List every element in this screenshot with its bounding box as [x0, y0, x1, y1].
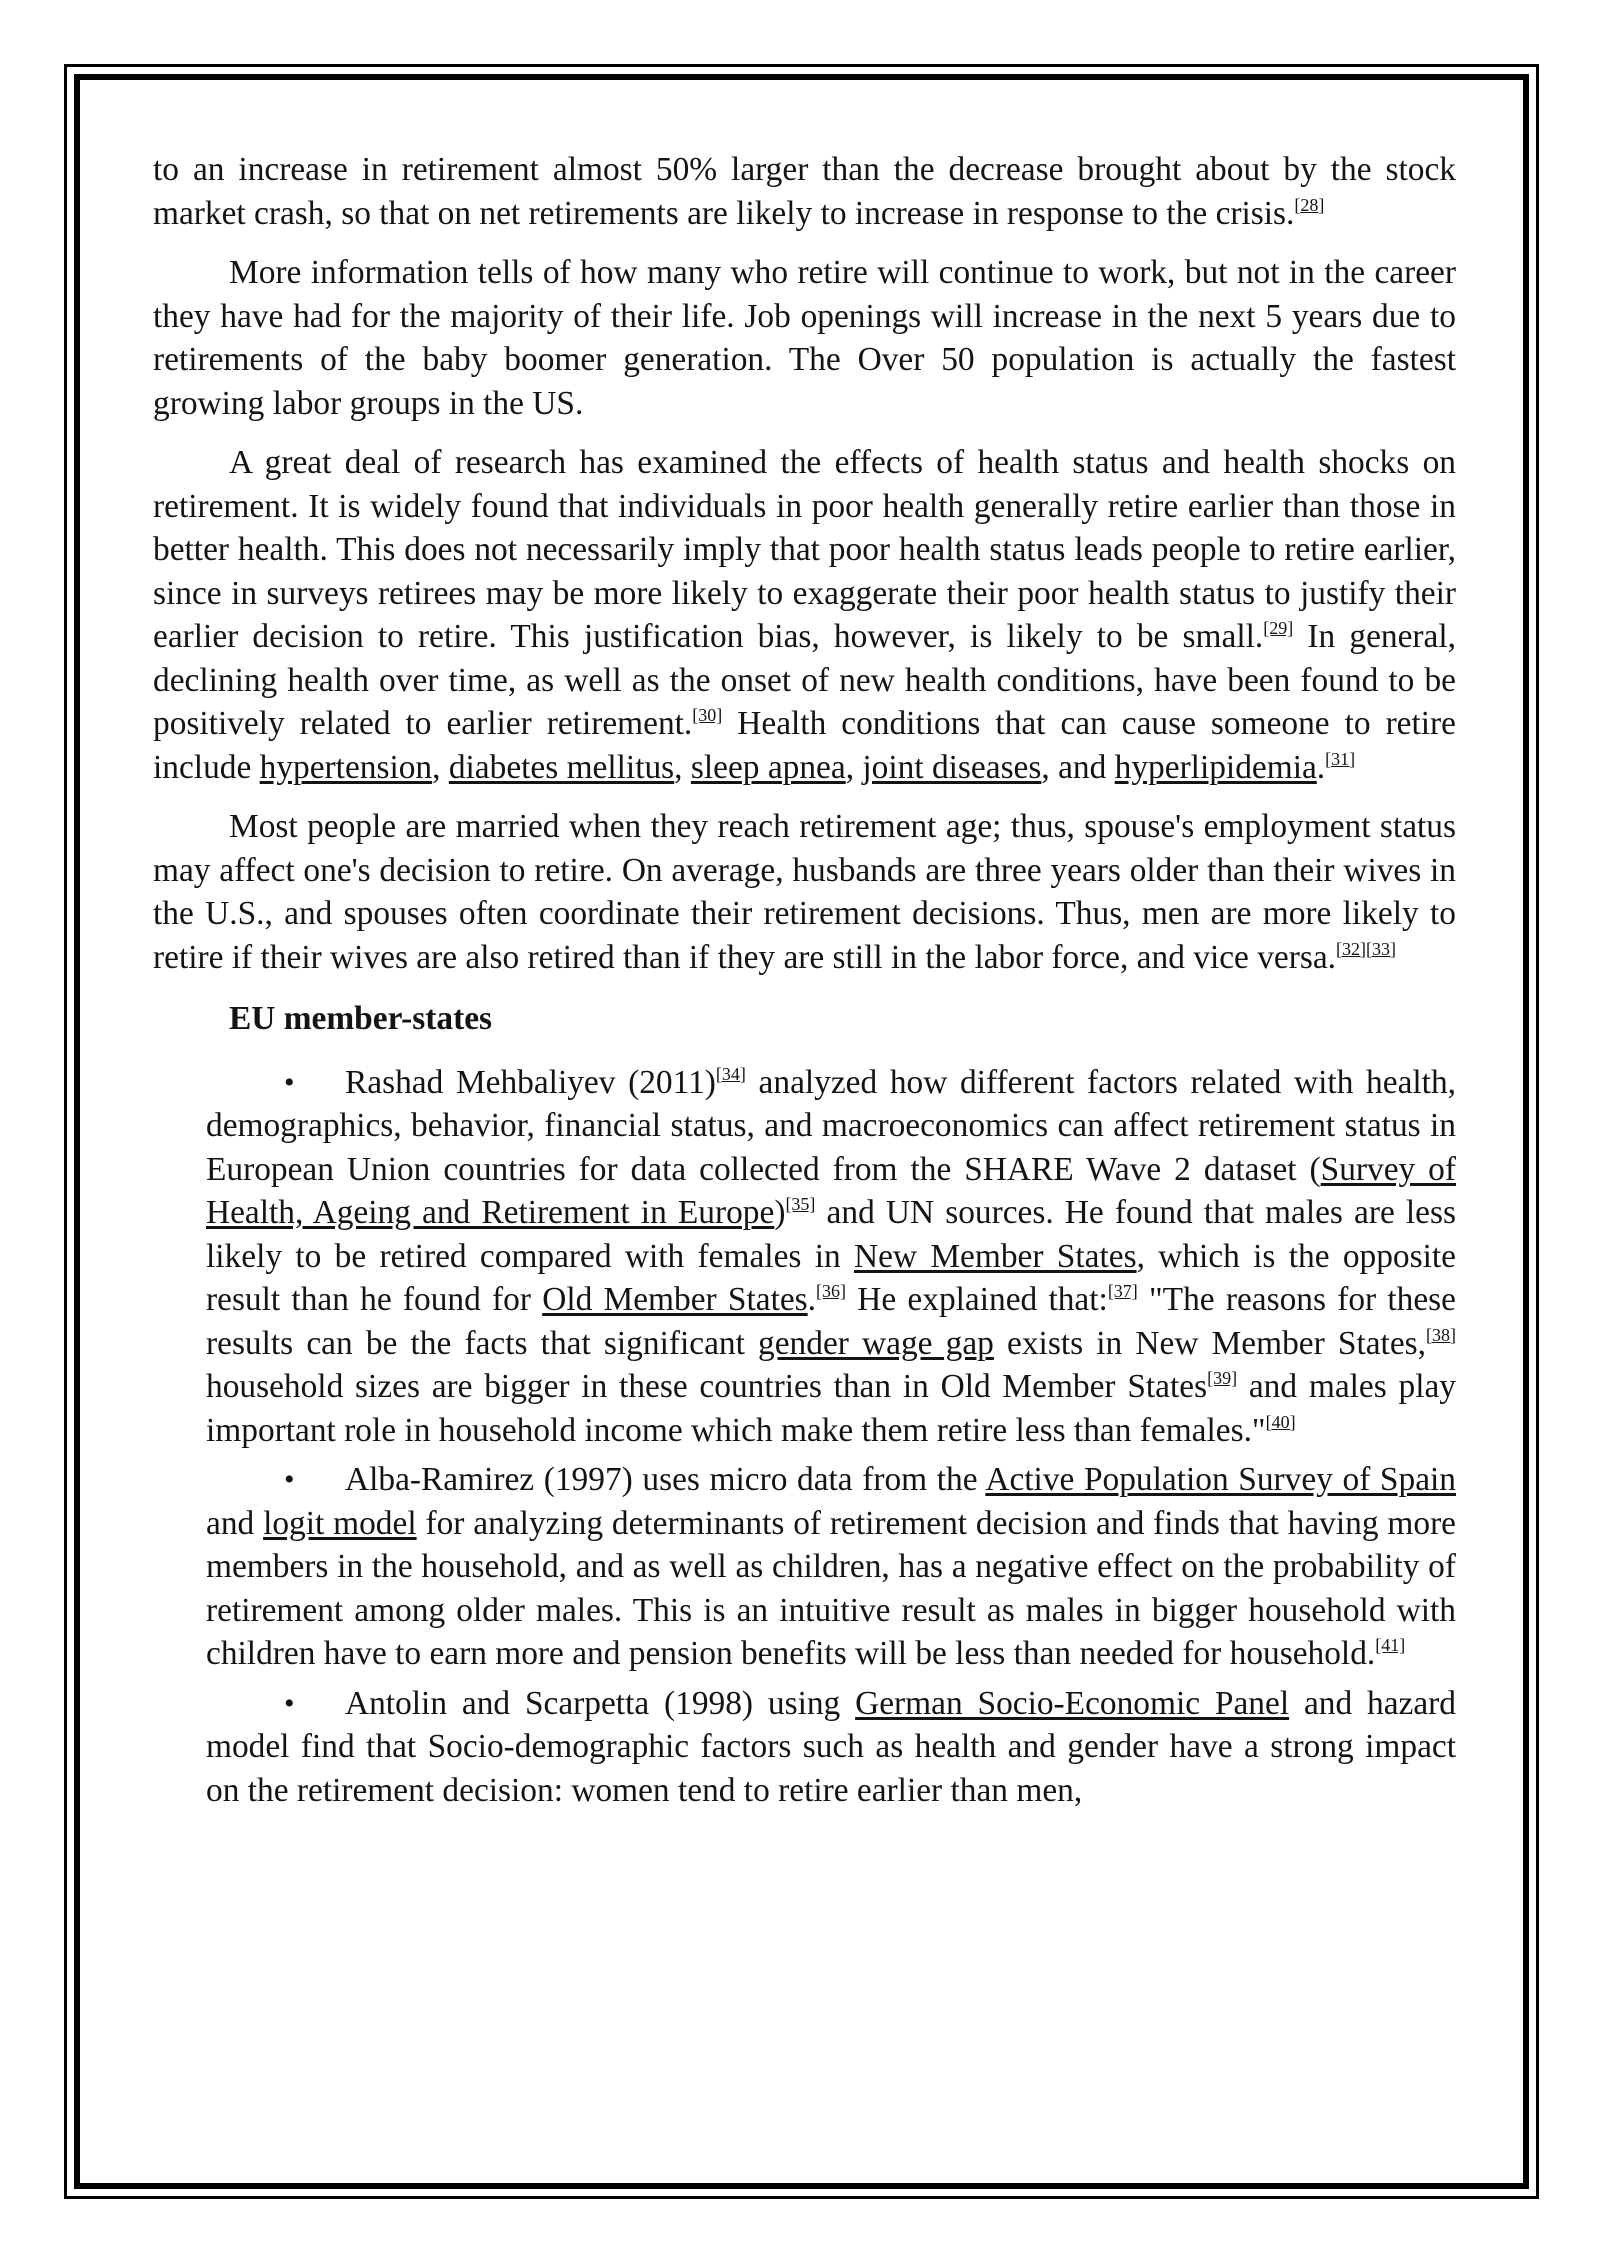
link-hypertension[interactable]: hypertension	[259, 748, 433, 786]
eu-studies-list	[153, 1061, 1456, 1813]
citation-40[interactable]: [40]	[1265, 1411, 1296, 1432]
bullet-icon: •	[284, 1463, 295, 1496]
list-item: • Alba-Ramirez (1997) uses micro data from the Active Population Survey of Spain and logit model for analyzing determinants of retirement decision and finds that having more members in the household, and as well as children, has a negative effect on the probability of retirement among older males. This is an intuitive result as males in bigger household with children have to earn more and pension benefits will be less than needed for household.[41]	[206, 1458, 1456, 1676]
link-joint-diseases[interactable]: joint diseases	[862, 748, 1042, 786]
link-gender-wage-gap[interactable]: gender wage gap	[758, 1324, 994, 1362]
citation-38[interactable]: [38]	[1426, 1324, 1457, 1345]
list-item: • Rashad Mehbaliyev (2011)[34] analyzed how different factors related with health, demographics, behavior, financial status, and macroeconomics can affect retirement status in European Union countries for data collected from the SHARE Wave 2 dataset (Survey of Health, Ageing and Retirement in Europe)[35] and UN sources. He found that males are less likely to be retired compared with females in New Member States, which is the opposite result than he found for Old Member States.[36] He explained that:[37] "The reasons for these results can be the facts that significant gender wage gap exists in New Member States,[38] household sizes are bigger in these countries than in Old Member States[39] and males play important role in household income which make them retire less than females."[40]	[206, 1061, 1456, 1453]
link-hyperlipidemia[interactable]: hyperlipidemia	[1114, 748, 1317, 786]
citation-33[interactable]: [33]	[1366, 938, 1397, 959]
bullet-icon: •	[284, 1686, 295, 1720]
citation-31[interactable]: [31]	[1325, 748, 1356, 769]
citation-37[interactable]: [37]	[1107, 1281, 1138, 1301]
link-new-member-states[interactable]: New Member States	[854, 1237, 1137, 1275]
link-diabetes-mellitus[interactable]: diabetes mellitus	[448, 748, 675, 786]
citation-36[interactable]: [36]	[816, 1281, 847, 1301]
paragraph-spouse-employment: Most people are married when they reach retirement age; thus, spouse's employment status may affect one's decision to retire. On average, husbands are three years older than their wives in the U.S., and spouses often coordinate their retirement decisions. Thus, men are more likely to retire if their wives are also retired than if they are still in the labor force, and vice versa.[32][33]	[153, 808, 1456, 976]
citation-34[interactable]: [34]	[715, 1063, 746, 1084]
citation-32[interactable]: [32]	[1336, 938, 1367, 959]
link-logit-model[interactable]: logit model	[263, 1504, 417, 1542]
paragraph-continue-work: More information tells of how many who retire will continue to work, but not in the career they have had for the majority of their life. Job openings will increase in the next 5 years due to retirements of the baby boomer generation. The Over 50 population is actually the fastest growing labor groups in the US.	[153, 254, 1456, 422]
citation-35[interactable]: [35]	[785, 1194, 816, 1214]
citation-39[interactable]: [39]	[1207, 1368, 1238, 1388]
link-sleep-apnea[interactable]: sleep apnea	[690, 748, 846, 786]
document-body	[153, 148, 1456, 1818]
paragraph-stock-market: to an increase in retirement almost 50% larger than the decrease brought about by the stock market crash, so that on net retirements are likely to increase in response to the crisis.[28]	[153, 151, 1456, 232]
paragraph-health-status: A great deal of research has examined the effects of health status and health shocks on retirement. It is widely found that individuals in poor health generally retire earlier than those in better health. This does not necessarily imply that poor health status leads people to retire earlier, since in surveys retirees may be more likely to exaggerate their poor health status to justify their earlier decision to retire. This justification bias, however, is likely to be small.[29] In general, declining health over time, as well as the onset of new health conditions, have been found to be positively related to earlier retirement.[30] Health conditions that can cause someone to retire include hypertension, diabetes mellitus, sleep apnea, joint diseases, and hyperlipidemia.[31]	[153, 444, 1456, 786]
citation-41[interactable]: [41]	[1375, 1635, 1406, 1655]
link-share-survey[interactable]: Survey of Health, Ageing and Retirement in Europe	[206, 1150, 1456, 1231]
citation-28[interactable]: [28]	[1294, 194, 1325, 215]
citation-30[interactable]: [30]	[692, 705, 723, 725]
citation-29[interactable]: [29]	[1263, 618, 1294, 638]
link-active-population-survey[interactable]: Active Population Survey of Spain	[985, 1461, 1456, 1498]
list-item: • Antolin and Scarpetta (1998) using German Socio-Economic Panel and hazard model find that Socio-demographic factors such as health and gender have a strong impact on the retirement decision: women tend to retire earlier than men,	[206, 1682, 1456, 1813]
bullet-icon: •	[284, 1065, 295, 1099]
link-german-socio-economic-panel[interactable]: German Socio-Economic Panel	[855, 1684, 1290, 1722]
section-heading-eu-member-states: EU member-states	[229, 1000, 493, 1037]
link-old-member-states[interactable]: Old Member States	[542, 1281, 808, 1318]
